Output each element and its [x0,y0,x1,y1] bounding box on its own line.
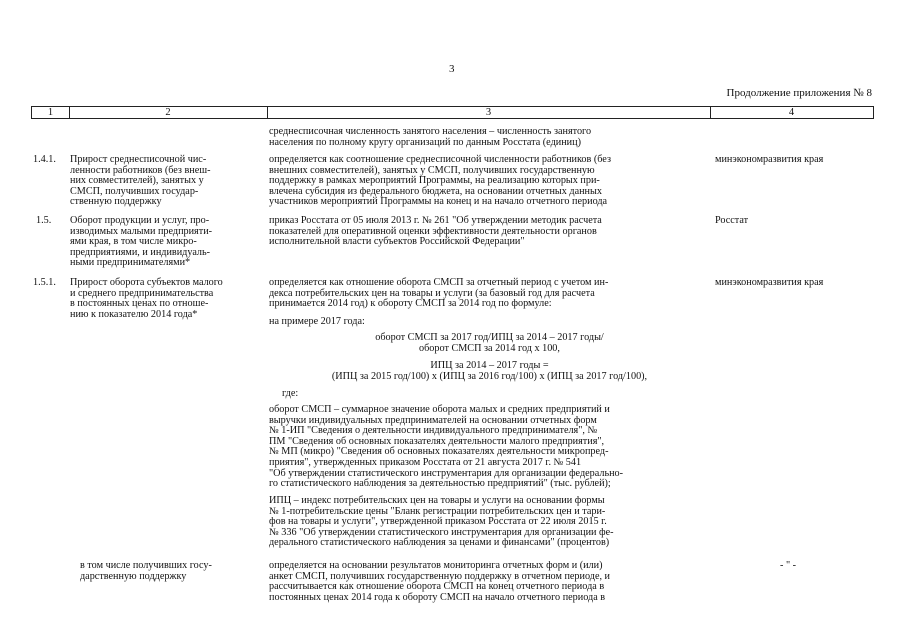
row-1-5-1-number: 1.5.1. [33,277,56,288]
header-col-3: 3 [485,107,492,118]
row-1-4-1-source: минэкономразвития края [715,154,824,165]
row-1-4-1-name: Прирост среднесписочной чис- ленности работников (без внеш- них совместителей), занятых у СМСП, получивших государ- ственную поддержку [70,154,211,208]
table-header [31,106,874,119]
page-number: 3 [449,63,455,75]
where-label: где: [282,388,299,399]
row-1-4-1-method: определяется как соотношение среднесписочной численности работников (без внешних совместителей), занятых у СМСП, получивших государственную поддержку в рамках мероприятий Программы, на реализацию которых при- влечена субсидия из федерального бюджета, на основании отчетных данных участников мероприятий Программы на конец и на начало отчетного периода [269,154,611,208]
row-1-5-name: Оборот продукции и услуг, про- изводимых малыми предприяти- ями края, в том числе микро- предприятиями, и индивидуаль- ными предпринимателями* [70,215,213,269]
row-1-5-1-source: минэкономразвития края [715,277,824,288]
row-1-5-1-example: на примере 2017 года: [269,316,365,327]
formula-turnover: оборот СМСП за 2017 год/ИПЦ за 2014 – 2017 годы/ оборот СМСП за 2014 год х 100, [375,332,604,354]
row-1-5-1-name: Прирост оборота субъектов малого и среднего предпринимательства в постоянных ценах по отноше- нию к показателю 2014 года* [70,277,223,320]
row-supported-method: определяется на основании результатов мониторинга отчетных форм и (или) анкет СМСП, получивших государственную поддержку в отчетном периоде, и рассчитывается как отношение оборота СМСП на конец отчетного периода в постоянных ценах 2014 года к обороту СМСП на начало отчетного периода в [269,560,611,603]
definition-cpi: ИПЦ – индекс потребительских цен на товары и услуги на основании формы № 1-потребительские цены "Бланк регистрации потребительских цен и тари- фов на товары и услуги", утвержденной приказом Росстата от 22 июля 2015 г. № 336 "Об утверждении статистического инструментария для организации фе- дерального статистического наблюдения за ценами и финансами" (процентов) [269,495,614,549]
intro-method: среднесписочная численность занятого населения – численность занятого населения по полному кругу организаций по данным Росстата (единиц) [269,126,592,148]
formula-cpi: ИПЦ за 2014 – 2017 годы = (ИПЦ за 2015 год/100) х (ИПЦ за 2016 год/100) х (ИПЦ за 2017 год/100), [331,360,648,382]
row-1-5-method: приказ Росстата от 05 июля 2013 г. № 261 "Об утверждении методик расчета показателей для оперативной оценки эффективности деятельности органов исполнительной власти субъектов Российской Федерации" [269,215,602,248]
row-supported-source: - " - [780,560,797,571]
row-1-5-source: Росстат [715,215,749,226]
header-col-4: 4 [788,107,795,118]
definition-turnover: оборот СМСП – суммарное значение оборота малых и средних предприятий и выручки индивидуальных предпринимателей на основании отчетных форм № 1-ИП "Сведения о деятельности индивидуального предпринимателя", № ПМ "Сведения об основных показателях деятельности малого предприятия", № МП (микро) "Сведения об основных показателях деятельности микропред- приятия", утвержденных приказом Росстата от 21 августа 2017 г. № 541 "Об утверждении статистического инструментария для организации федерально- го статистического наблюдения за деятельностью предприятий" (тыс. рублей); [269,404,624,490]
continuation-title: Продолжение приложения № 8 [726,87,872,99]
row-1-5-1-method: определяется как отношение оборота СМСП за отчетный период с учетом ин- декса потребительских цен на товары и услуги (за базовый год для расчета принимается 2014 год) к обороту СМСП за 2014 год по формуле: [269,277,609,310]
row-1-4-1-number: 1.4.1. [33,154,56,165]
row-1-5-number: 1.5. [36,215,52,226]
header-col-2: 2 [165,107,171,118]
header-col-1: 1 [47,107,54,118]
row-supported-name: в том числе получивших госу- дарственную поддержку [80,560,212,582]
